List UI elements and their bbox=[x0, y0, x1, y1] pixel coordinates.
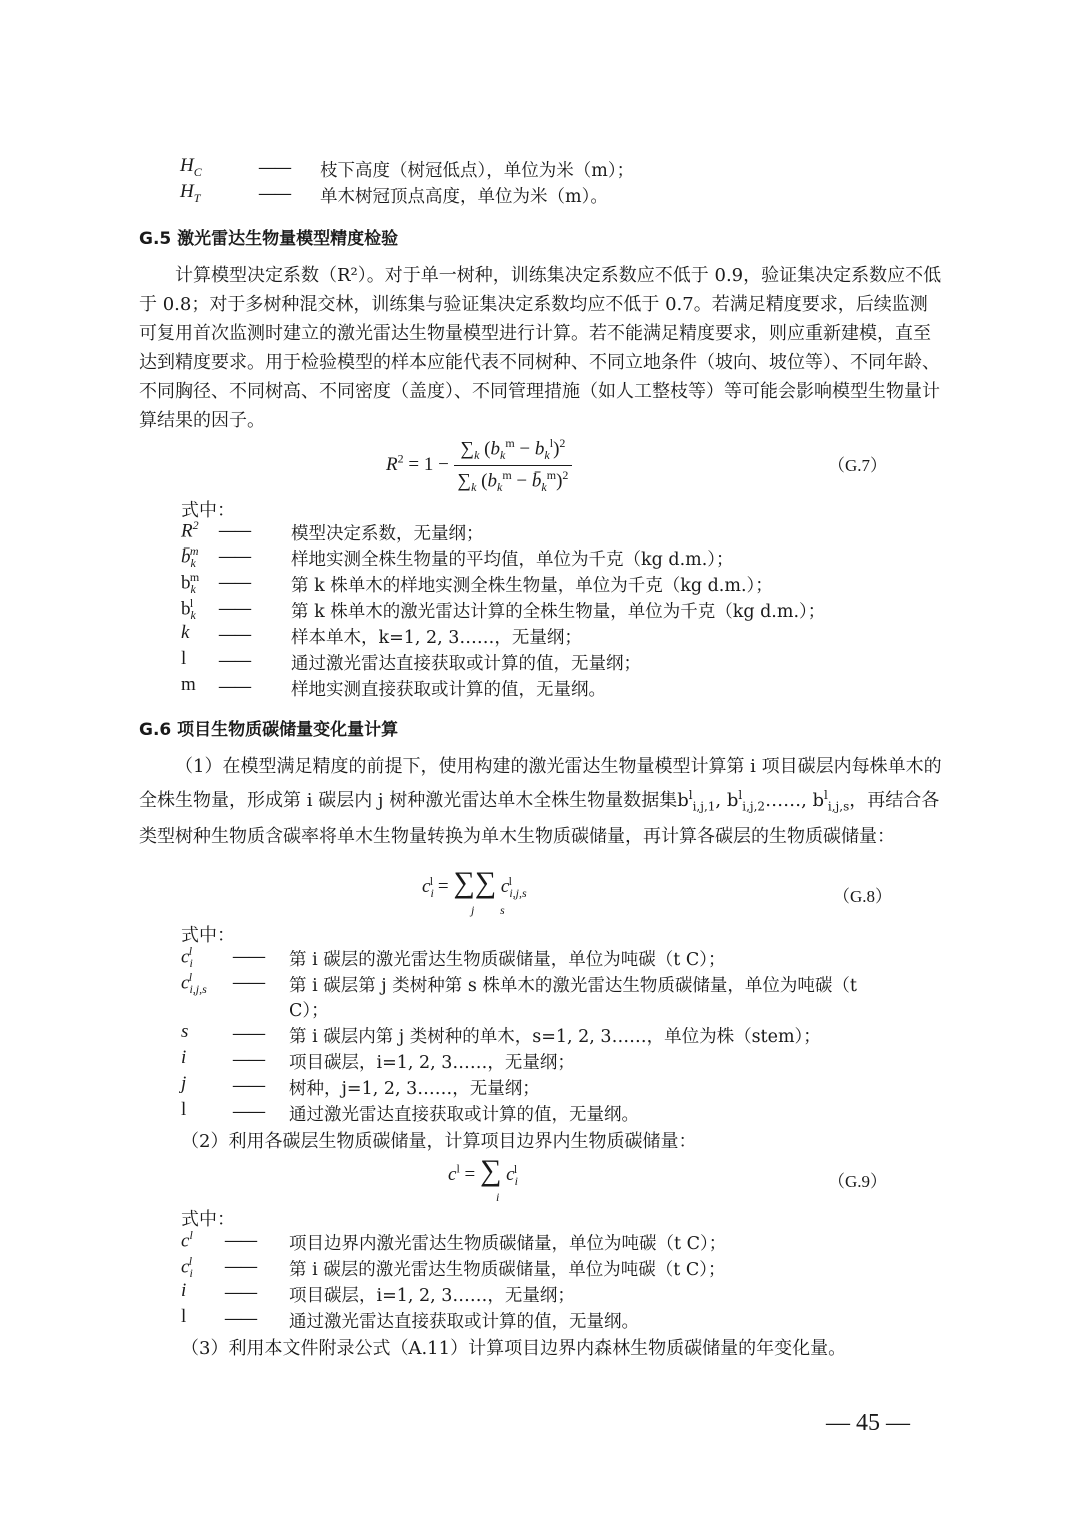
term-symbol-cl: $c^l$ bbox=[181, 1228, 193, 1252]
equation-number-g9: （G.9） bbox=[828, 1172, 888, 1191]
term-symbol-i: i bbox=[181, 1280, 187, 1301]
term-symbol-bkm: $b_k^m$ bbox=[181, 570, 200, 597]
section-heading-g5: G.5 激光雷达生物量模型精度检验 bbox=[139, 229, 399, 249]
term-symbol-cijs: $c_{i,j,s}^l$ bbox=[181, 970, 207, 997]
term-symbol-hc: $H_C$ bbox=[180, 155, 202, 179]
term-dash: —— bbox=[232, 1023, 264, 1044]
term-dash: —— bbox=[218, 520, 250, 541]
term-dash: —— bbox=[218, 598, 250, 619]
term-symbol-j: j bbox=[181, 1073, 187, 1094]
term-dash: —— bbox=[232, 1075, 264, 1096]
term-dash: —— bbox=[224, 1282, 256, 1303]
term-dash: —— bbox=[218, 650, 250, 671]
term-desc-ci: 第 i 碳层的激光雷达生物质碳储量，单位为吨碳（t C）； bbox=[289, 1260, 726, 1280]
page-number: — 45 — bbox=[826, 1410, 910, 1436]
term-desc-bkl: 第 k 株单木的激光雷达计算的全株生物量，单位为千克（kg d.m.）； bbox=[291, 602, 826, 622]
term-dash: —— bbox=[232, 972, 264, 993]
g5-paragraph-text: 计算模型决定系数（R²）。对于单一树种，训练集决定系数应不低于 0.9，验证集决定系数应不低于 0.8；对于多树种混交林，训练集与验证集决定系数均应不低于 0.7。若满足精度要求，后续监测可复用首次监测时建立的激光雷达生物量模型进行计算。若不能满足精度要求，则应重新建模，直至达到精度要求。用于检验模型的样本应能代表不同树种、不同立地条件（坡向、坡位等）、不同年龄、不同胸径、不同树高、不同密度（盖度）、不同管理措施（如人工整枝等）等可能会影响模型生物量计算结果的因子。 bbox=[139, 265, 942, 431]
term-dash: —— bbox=[218, 546, 250, 567]
term-desc-k: 样本单木，k=1, 2, 3……，无量纲； bbox=[291, 628, 582, 648]
formula-g7: $R^2 = 1$ − $\frac{\sum_k (b_k^m - b_k^l)^2}{\sum_k (b_k^m - b̄_k^m)^2}$ bbox=[386, 436, 572, 495]
term-desc-i: 项目碳层，i=1, 2, 3……，无量纲； bbox=[289, 1053, 575, 1073]
where-label: 式中： bbox=[181, 1209, 235, 1230]
term-symbol-k: k bbox=[181, 622, 190, 643]
term-symbol-l: l bbox=[181, 1099, 187, 1120]
term-symbol-ci: $c_i^l$ bbox=[181, 944, 193, 971]
formula-g8: $c_i^l$ = ∑∑ $c_{i,j,s}^l$ bbox=[422, 866, 527, 900]
sum-index-s: s bbox=[500, 903, 505, 917]
term-dash: —— bbox=[218, 572, 250, 593]
where-label: 式中： bbox=[181, 500, 235, 521]
term-dash: —— bbox=[258, 157, 290, 178]
term-desc-cl: 项目边界内激光雷达生物质碳储量，单位为吨碳（t C）； bbox=[289, 1234, 727, 1254]
term-desc-i: 项目碳层，i=1, 2, 3……，无量纲； bbox=[289, 1286, 575, 1306]
where-label: 式中： bbox=[181, 925, 235, 946]
term-dash: —— bbox=[258, 183, 290, 204]
term-dash: —— bbox=[218, 676, 250, 697]
term-desc-r2: 模型决定系数，无量纲； bbox=[291, 524, 484, 544]
g5-paragraph bbox=[139, 261, 942, 435]
term-symbol-bkm-mean: $b̄_k^m$ bbox=[181, 544, 199, 571]
term-symbol-s: s bbox=[181, 1021, 189, 1042]
term-symbol-bkl: $b_k^l$ bbox=[181, 596, 196, 623]
g6-paragraph-text: （1）在模型满足精度的前提下，使用构建的激光雷达生物量模型计算第 i 项目碳层内每株单木的全株生物量，形成第 i 碳层内 j 树种激光雷达单木全株生物量数据集$b^l_{i,j,1}$, $b^l_{i,j,2}\dots\dots$, $b^l_{i,j,s}$，再结合各类型树种生物质含碳率将单木生物量转换为单木生物质碳储量，再计算各碳层的生物质碳储量： bbox=[139, 756, 942, 847]
term-symbol-ci: $c_i^l$ bbox=[181, 1254, 193, 1281]
term-symbol-r2: $R^2$ bbox=[181, 518, 199, 542]
term-desc-hc: 枝下高度（树冠低点），单位为米（m）； bbox=[320, 161, 635, 181]
term-symbol-l: l bbox=[181, 1306, 187, 1327]
term-desc-bkm-mean: 样地实测全株生物量的平均值，单位为千克（kg d.m.）； bbox=[291, 550, 734, 570]
term-dash: —— bbox=[218, 624, 250, 645]
term-desc-ci: 第 i 碳层的激光雷达生物质碳储量，单位为吨碳（t C）； bbox=[289, 950, 726, 970]
sum-index-j: j bbox=[471, 903, 475, 917]
term-dash: —— bbox=[232, 1049, 264, 1070]
formula-g9: $c^l$ = ∑ $c_i^l$ bbox=[448, 1154, 518, 1188]
step-3-text: （3）利用本文件附录公式（A.11）计算项目边界内森林生物质碳储量的年变化量。 bbox=[181, 1338, 847, 1359]
equation-number-g7: （G.7） bbox=[828, 456, 888, 475]
section-heading-g6: G.6 项目生物质碳储量变化量计算 bbox=[139, 720, 399, 740]
step-2-text: （2）利用各碳层生物质碳储量，计算项目边界内生物质碳储量： bbox=[181, 1131, 697, 1152]
term-desc-l: 通过激光雷达直接获取或计算的值，无量纲。 bbox=[289, 1105, 639, 1125]
term-symbol-m: m bbox=[181, 674, 196, 695]
term-desc-cijs: 第 i 碳层第 j 类树种第 s 株单木的激光雷达生物质碳储量，单位为吨碳（t bbox=[289, 976, 857, 996]
g6-paragraph bbox=[139, 752, 942, 851]
term-desc-l: 通过激光雷达直接获取或计算的值，无量纲； bbox=[291, 654, 641, 674]
term-desc-bkm: 第 k 株单木的样地实测全株生物量，单位为千克（kg d.m.）； bbox=[291, 576, 773, 596]
term-dash: —— bbox=[232, 1101, 264, 1122]
term-desc-j: 树种，j=1, 2, 3……，无量纲； bbox=[289, 1079, 540, 1099]
term-dash: —— bbox=[224, 1308, 256, 1329]
term-desc-l: 通过激光雷达直接获取或计算的值，无量纲。 bbox=[289, 1312, 639, 1332]
term-desc-s: 第 i 碳层内第 j 类树种的单木，s=1, 2, 3……，单位为株（stem）； bbox=[289, 1027, 821, 1047]
equation-number-g8: （G.8） bbox=[833, 887, 893, 906]
sum-index-i: i bbox=[496, 1190, 500, 1204]
term-desc-ht: 单木树冠顶点高度，单位为米（m）。 bbox=[320, 187, 608, 207]
term-dash: —— bbox=[224, 1256, 256, 1277]
term-symbol-l: l bbox=[181, 648, 187, 669]
term-dash: —— bbox=[224, 1230, 256, 1251]
term-desc-m: 样地实测直接获取或计算的值，无量纲。 bbox=[291, 680, 606, 700]
term-symbol-i: i bbox=[181, 1047, 187, 1068]
term-dash: —— bbox=[232, 946, 264, 967]
term-desc-cijs-cont: C）； bbox=[289, 1001, 329, 1021]
term-symbol-ht: $H_T$ bbox=[180, 181, 201, 205]
